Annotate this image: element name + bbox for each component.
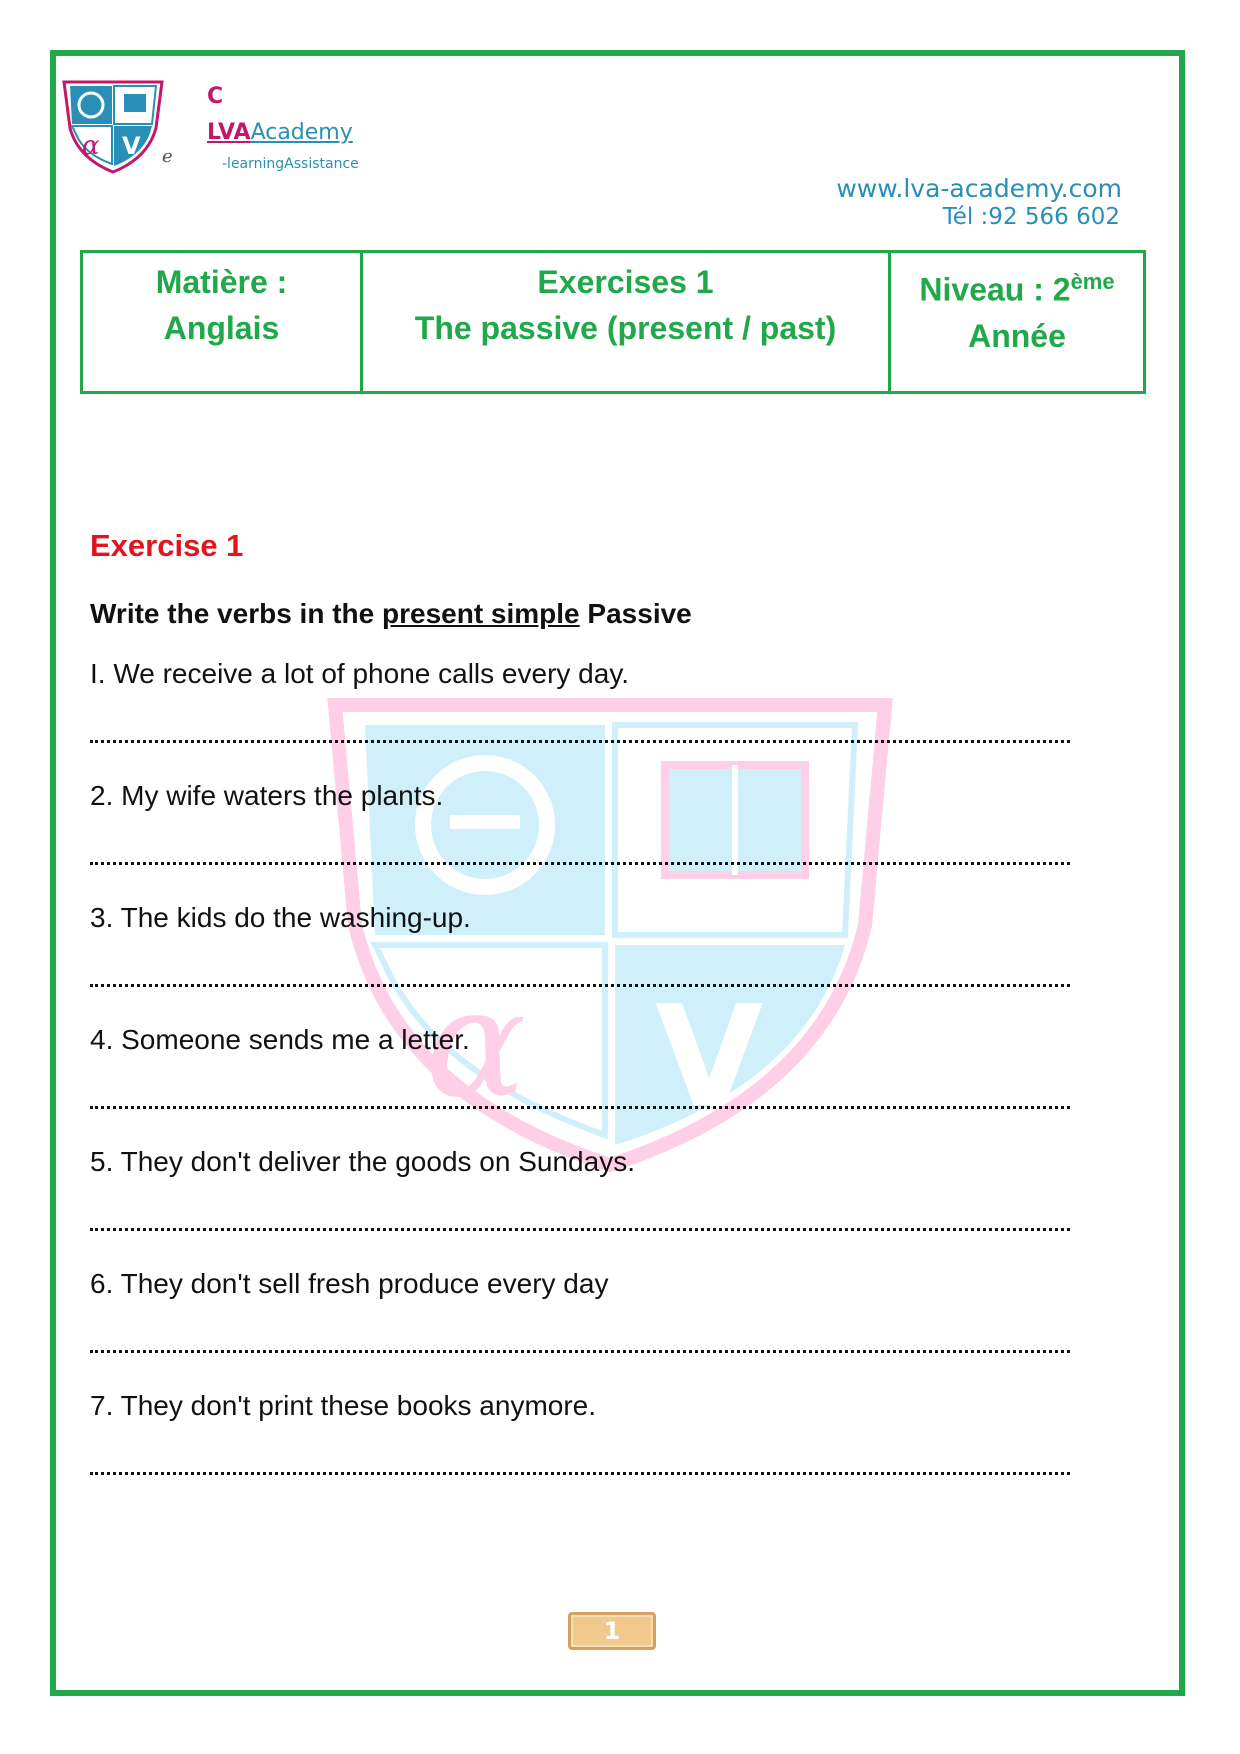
subject-cell bbox=[82, 252, 362, 393]
svg-text:V: V bbox=[655, 976, 764, 1139]
brand-tagline: -learningAssistance bbox=[222, 156, 359, 172]
answer-line-1[interactable] bbox=[90, 736, 1070, 743]
website-link[interactable]: www.lva-academy.com bbox=[836, 174, 1122, 203]
question-2: 2. My wife waters the plants. bbox=[90, 780, 444, 811]
level-cell bbox=[890, 252, 1145, 393]
svg-text:α: α bbox=[425, 957, 527, 1131]
subject-label: Matière : bbox=[155, 264, 288, 300]
question-6: 6. They don't sell fresh produce every day bbox=[90, 1268, 609, 1299]
level-sup: ème bbox=[1070, 269, 1115, 294]
brand-e: e bbox=[162, 146, 173, 167]
level-value: Année bbox=[968, 317, 1066, 354]
question-4: 4. Someone sends me a letter. bbox=[90, 1024, 470, 1055]
question-1: I. We receive a lot of phone calls every day. bbox=[90, 658, 630, 689]
instruction-underlined: present simple bbox=[382, 598, 580, 629]
answer-line-4[interactable] bbox=[90, 1102, 1070, 1109]
brand-lva: LVA bbox=[207, 120, 251, 145]
answer-line-7[interactable] bbox=[90, 1468, 1070, 1475]
lva-logo-icon bbox=[58, 78, 168, 174]
brand-academy: Academy bbox=[250, 120, 353, 145]
brand-name bbox=[207, 120, 353, 145]
worksheet-title: Exercises 1 bbox=[537, 264, 714, 300]
svg-text:V: V bbox=[122, 132, 141, 160]
question-7: 7. They don't print these books anymore. bbox=[90, 1390, 597, 1421]
question-5: 5. They don't deliver the goods on Sundays. bbox=[90, 1146, 635, 1177]
header-table bbox=[80, 250, 1146, 394]
exercise-instruction: Write the verbs in the present simple Passive bbox=[90, 598, 692, 629]
svg-text:α: α bbox=[82, 131, 100, 161]
level-label: Niveau : 2ème bbox=[919, 269, 1115, 308]
answer-line-3[interactable] bbox=[90, 980, 1070, 987]
phone-number: Tél :92 566 602 bbox=[942, 204, 1120, 230]
answer-line-2[interactable] bbox=[90, 858, 1070, 865]
title-cell bbox=[362, 252, 890, 393]
page-number-badge: 1 bbox=[568, 1612, 656, 1650]
answer-line-6[interactable] bbox=[90, 1346, 1070, 1353]
question-3: 3. The kids do the washing-up. bbox=[90, 902, 471, 933]
answer-line-5[interactable] bbox=[90, 1224, 1070, 1231]
subject-value: Anglais bbox=[163, 310, 280, 346]
worksheet-subtitle: The passive (present / past) bbox=[414, 310, 837, 346]
brand-letter: C bbox=[207, 84, 224, 109]
exercise-title: Exercise 1 bbox=[90, 528, 244, 563]
